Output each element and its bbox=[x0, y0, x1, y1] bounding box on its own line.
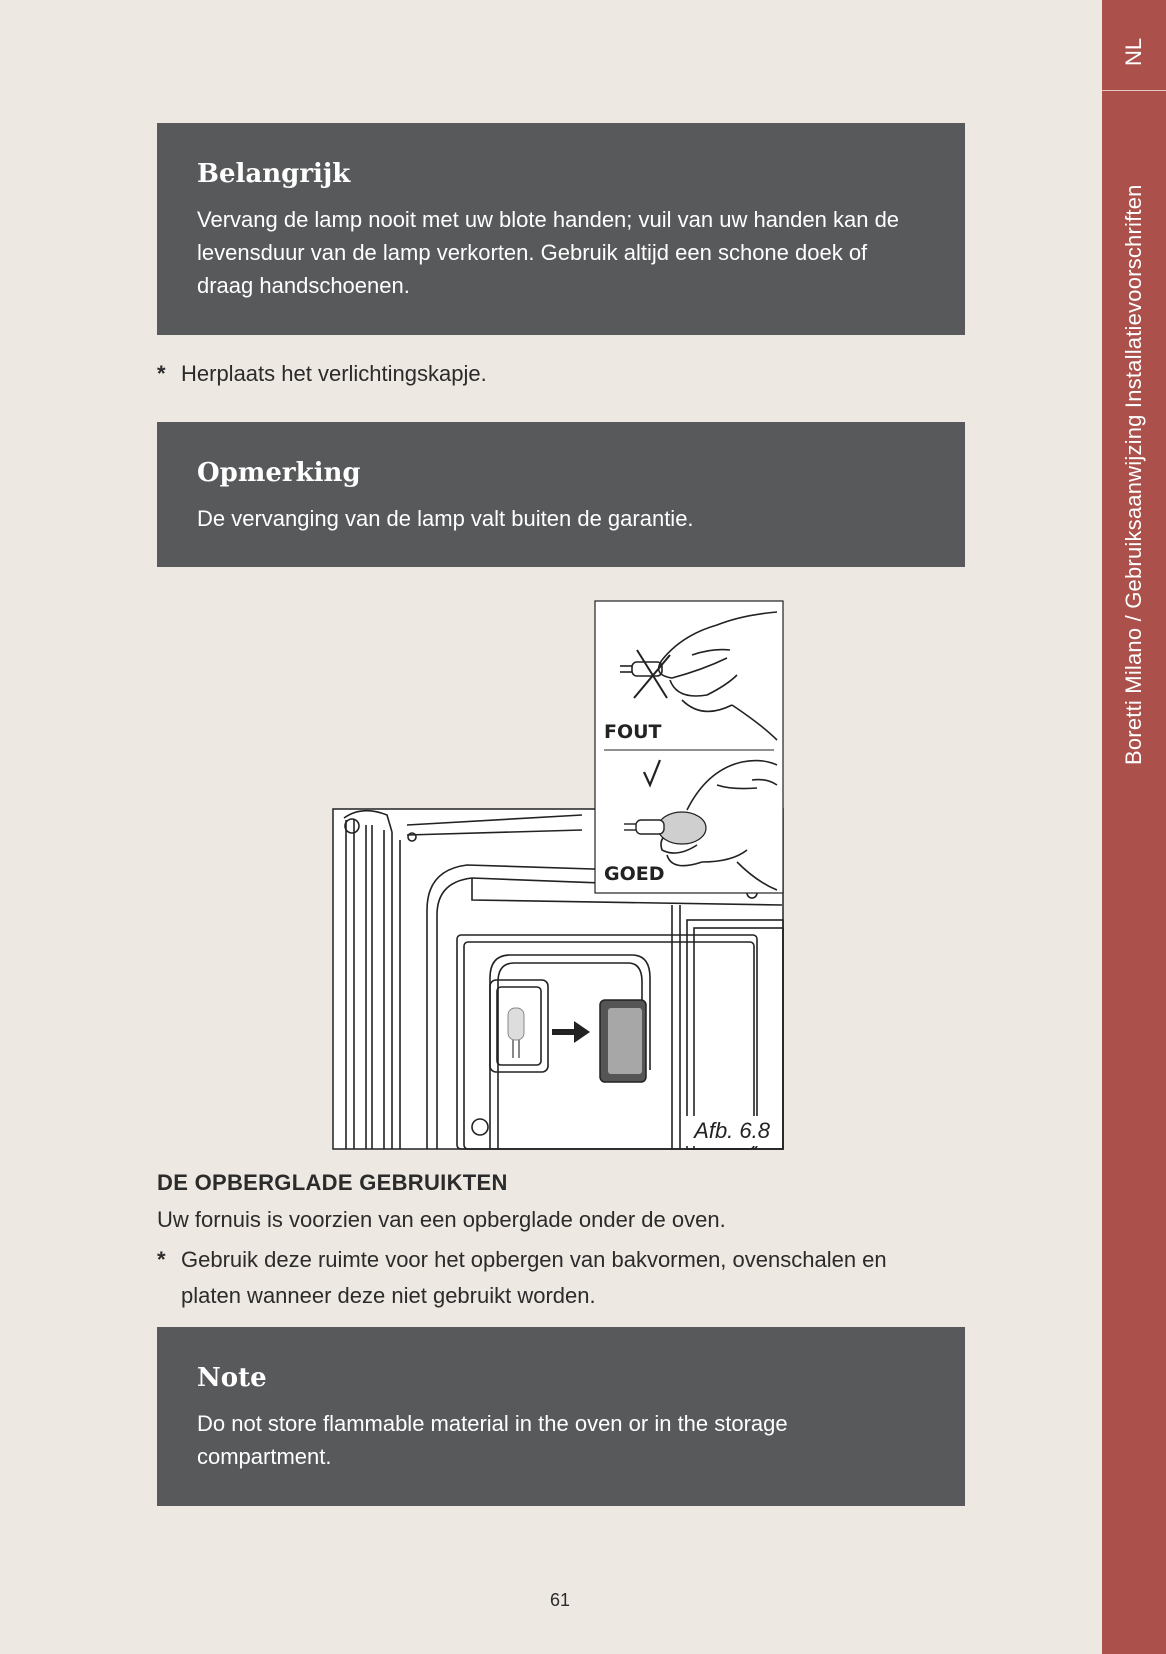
section-heading: DE OPBERGLADE GEBRUIKTEN bbox=[157, 1170, 508, 1195]
step-replace-cover bbox=[157, 356, 965, 392]
note-title: Note bbox=[197, 1363, 267, 1393]
remark-notice bbox=[157, 422, 965, 567]
bullet-marker: * bbox=[157, 361, 166, 386]
document-title: Boretti Milano / Gebruiksaanwijzing Installatievoorschriften bbox=[1121, 184, 1146, 765]
note-notice bbox=[157, 1327, 965, 1506]
figure-caption: Afb. 6.8 bbox=[684, 1116, 780, 1146]
oven-lamp-illustration bbox=[332, 600, 784, 1150]
sidebar-divider bbox=[1102, 90, 1166, 91]
section-intro: Uw fornuis is voorzien van een opberglade onder de oven. bbox=[157, 1207, 726, 1232]
sidebar bbox=[1102, 0, 1166, 1654]
important-notice bbox=[157, 123, 965, 335]
bullet-marker: * bbox=[157, 1247, 166, 1272]
page-number: 61 bbox=[549, 1590, 571, 1610]
label-wrong: FOUT bbox=[604, 721, 662, 743]
lamp-replacement-figure bbox=[332, 600, 784, 1150]
language-tag: NL bbox=[1121, 37, 1146, 67]
label-right: GOED bbox=[604, 863, 665, 885]
storage-bullet bbox=[157, 1242, 937, 1314]
remark-title: Opmerking bbox=[197, 458, 361, 488]
important-title: Belangrijk bbox=[197, 159, 351, 189]
storage-text: Gebruik deze ruimte voor het opbergen van bakvormen, ovenschalen en platen wanneer deze niet gebruikt worden. bbox=[181, 1247, 887, 1308]
important-text: Vervang de lamp nooit met uw blote handen; vuil van uw handen kan de levensduur van de lamp verkorten. Gebruik altijd een schone doek of draag handschoenen. bbox=[197, 207, 900, 298]
note-text: Do not store flammable material in the oven or in the storage compartment. bbox=[197, 1411, 788, 1469]
remark-text: De vervanging van de lamp valt buiten de garantie. bbox=[197, 506, 694, 531]
lamp-cover bbox=[600, 1000, 646, 1082]
step-text: Herplaats het verlichtingskapje. bbox=[181, 361, 487, 386]
